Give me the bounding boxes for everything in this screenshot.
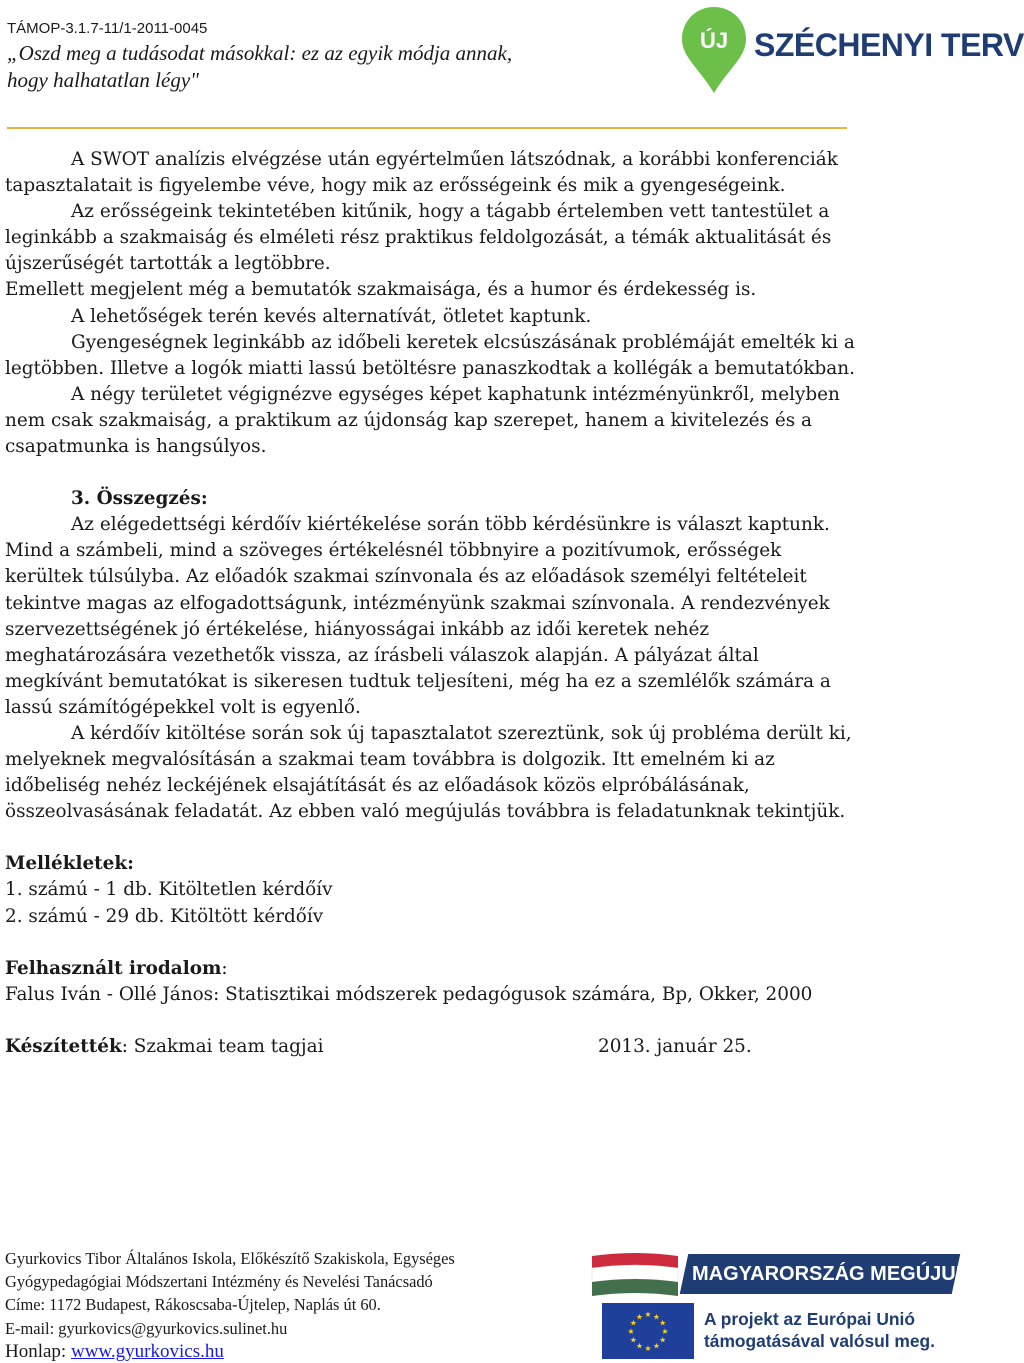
paragraph-experience: A kérdőív kitöltése során sok új tapasztalatot szereztünk, sok új probléma derült ki, melyeknek megvalósításán a szakmai team továbbra is dolgozik. Itt emelném ki az időbeliség nehéz leckéjének elsajátítását és az előadások közös elpróbálásának, összeolvasásának feladatát. Az ebben való megújulás továbbra is feladatunknak tekintjük. [5,722,852,823]
eu-stars [602,1303,694,1359]
eu-star-icon: ★ [627,1327,635,1336]
logo-text: SZÉCHENYI TERV [754,27,1024,63]
eu-support-text [704,1308,960,1352]
paragraph-strengths-extra: Emellett megjelent még a bemutatók szakmaisága, és a humor és érdekesség is. [5,279,757,301]
banner-text: MAGYARORSZÁG MEGÚJUL [692,1263,968,1285]
eu-star-icon: ★ [635,1312,644,1322]
hungarian-flag-icon [590,1252,680,1298]
footer-address-line: Címe: 1172 Budapest, Rákoscsaba-Újtelep, Naplás út 60. [5,1295,381,1315]
eu-star-icon: ★ [644,1344,652,1353]
footer-homepage: Honlap: www.gyurkovics.hu [5,1340,224,1362]
eu-star-icon: ★ [629,1318,637,1328]
spacer [5,825,857,851]
eu-star-icon: ★ [652,1341,661,1351]
paragraph-opportunities: A lehetőségek terén kevés alternatívát, ötletet kaptunk. [71,305,592,327]
paragraph-summary: Az elégedettségi kérdőív kiértékelése során több kérdésünkre is választ kaptunk. Mind a számbeli, mind a szöveges értékelésnél többnyire a pozitívumok, erősségek kerültek túlsúlyba. Az előadók szakmai színvonala és az előadások személyi feltételeit tekintve magas az elfogadottságunk, intézményünk szakmai színvonala. A rendezvények szervezettségének jó értékelése, hiányosságai inkább az idői keretek nehéz meghatározására vezethetők vissza, az írásbeli válaszok alapján. A pályázat által megkívánt bemutatókat is sikeresen tudtuk teljesíteni, még ha ez a szemlélők számára a lassú számítógépekkel volt is egyenlő. [5,514,831,718]
logo-badge-text: ÚJ [699,28,729,53]
prepared-by-label: Készítették [5,1035,122,1057]
footer-institution-line-1: Gyurkovics Tibor Általános Iskola, Előkészítő Szakiskola, Egységes [5,1249,455,1268]
project-code: TÁMOP-3.1.7-11/1-2011-0045 [7,20,208,37]
magyarorszag-megujul-logo [588,1250,968,1302]
literature-heading: Felhasznált irodalom: [5,957,228,979]
footer-address [5,1247,585,1363]
footer-institution-line-2: Gyógypedagógiai Módszertani Intézmény és Nevelési Tanácsadó [5,1272,433,1292]
eu-flag-icon [602,1303,694,1359]
project-motto [7,40,567,94]
eu-star-icon: ★ [659,1318,667,1328]
prepared-by-value: : Szakmai team tagjai [121,1035,324,1057]
eu-star-icon: ★ [644,1310,652,1319]
eu-star-icon: ★ [659,1335,667,1345]
prepared-by-line [5,1034,857,1060]
footer-email: E-mail: gyurkovics@gyurkovics.sulinet.hu [5,1318,288,1338]
motto-line-2: hogy halhatatlan légy" [7,68,199,92]
eu-star-icon: ★ [635,1341,644,1351]
attachments-heading: Mellékletek: [5,853,134,875]
header-divider [7,127,847,129]
eu-text-line-2: támogatásával valósul meg. [704,1331,936,1351]
eu-star-icon: ★ [652,1312,661,1322]
eu-star-icon: ★ [661,1327,669,1336]
literature-reference: Falus Iván - Ollé János: Statisztikai módszerek pedagógusok számára, Bp, Okker, 2000 [5,983,813,1005]
attachment-item: 2. számú - 29 db. Kitöltött kérdőív [5,905,324,927]
eu-support-logo [600,1303,960,1361]
spacer [5,460,857,486]
eu-text-line-1: A projekt az Európai Unió [704,1309,915,1329]
szechenyi-terv-logo [680,5,1024,95]
attachments-list [5,877,857,929]
paragraph-swot-intro: A SWOT analízis elvégzése után egyértelműen látszódnak, a korábbi konferenciák tapasztalatait is figyelembe véve, hogy mik az erősségeink és mik a gyengeségeink. [5,149,838,197]
paragraph-strengths: Az erősségeink tekintetében kitűnik, hogy a tágabb értelemben vett tantestület a leginkább a szakmaiság és elméleti rész praktikus feldolgozását, a témák aktualitását és újszerűségét tartották a legtöbbre. [5,201,832,275]
attachment-item: 1. számú - 1 db. Kitöltetlen kérdőív [5,879,333,901]
eu-star-icon: ★ [629,1335,637,1345]
section-heading-summary: 3. Összegzés: [71,488,208,510]
paragraph-overview: A négy területet végignézve egységes képet kaphatunk intézményünkről, melyben nem csak szakmaiság, a praktikum az újdonság kap szerepet, hanem a kivitelezés és a csapatmunka is hangsúlyos. [5,383,840,458]
motto-line-1: „Oszd meg a tudásodat másokkal: ez az egyik módja annak, [7,41,513,65]
paragraph-weaknesses: Gyengeségnek leginkább az időbeli keretek elcsúszásának problémáját emelték ki a legtöbben. Illetve a logók miatti lassú betöltésre panaszkodtak a kollégák a bemutatókban. [5,331,855,379]
spacer [5,1008,857,1034]
homepage-link[interactable]: www.gyurkovics.hu [70,1340,224,1362]
spacer [5,930,857,956]
document-date: 2013. január 25. [598,1035,752,1057]
document-body [5,147,857,1060]
